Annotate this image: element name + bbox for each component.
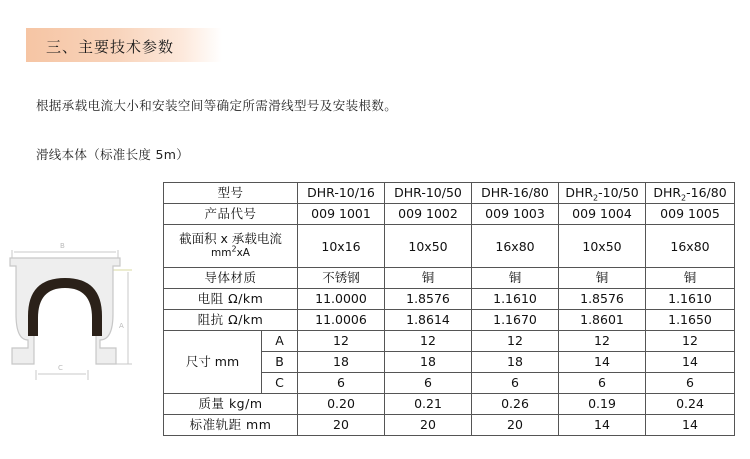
table-cell: 12 bbox=[646, 331, 735, 352]
dimension-b bbox=[12, 242, 118, 260]
table-cell: 1.1670 bbox=[472, 310, 559, 331]
table-cell: 1.1610 bbox=[646, 289, 735, 310]
table-cell: 1.8601 bbox=[559, 310, 646, 331]
table-cell: 6 bbox=[385, 373, 472, 394]
table-cell: 6 bbox=[298, 373, 385, 394]
table-cell: 16x80 bbox=[472, 225, 559, 268]
model-cell: DHR-16/80 bbox=[472, 183, 559, 204]
rail-distance-header: 标准轨距 mm bbox=[164, 415, 298, 436]
table-cell: 11.0006 bbox=[298, 310, 385, 331]
cross-section-label-line1: 截面积 x 承载电流 bbox=[179, 231, 282, 246]
model-cell: DHR-10/16 bbox=[298, 183, 385, 204]
table-cell: 16x80 bbox=[646, 225, 735, 268]
table-row-resistance bbox=[164, 289, 735, 310]
table-cell: 20 bbox=[298, 415, 385, 436]
table-row-model bbox=[164, 183, 735, 204]
table-row-cross-section bbox=[164, 225, 735, 268]
table-cell: 6 bbox=[472, 373, 559, 394]
table-cell: 12 bbox=[559, 331, 646, 352]
housing-profile bbox=[10, 258, 120, 364]
reactance-header: 阻抗 Ω/km bbox=[164, 310, 298, 331]
table-row-conductor bbox=[164, 268, 735, 289]
model-header: 型号 bbox=[164, 183, 298, 204]
insulation-band bbox=[28, 278, 102, 336]
table-subtitle: 滑线本体（标准长度 5m） bbox=[36, 147, 190, 162]
table-cell: 12 bbox=[472, 331, 559, 352]
table-row-dimension-a bbox=[164, 331, 735, 352]
dimension-key: B bbox=[262, 352, 298, 373]
table-cell: 009 1004 bbox=[559, 204, 646, 225]
table-cell: 1.8576 bbox=[559, 289, 646, 310]
dimension-c-label: C bbox=[58, 364, 63, 372]
cross-section-label-line2: $mm^2xA$ bbox=[211, 244, 250, 259]
table-cell: 14 bbox=[646, 415, 735, 436]
table-cell: 1.8614 bbox=[385, 310, 472, 331]
table-cell: 20 bbox=[385, 415, 472, 436]
intro-text: 根据承载电流大小和安装空间等确定所需滑线型号及安装根数。 bbox=[36, 98, 398, 113]
table-cell: 铜 bbox=[646, 268, 735, 289]
table-cell: 009 1002 bbox=[385, 204, 472, 225]
table-cell: 009 1001 bbox=[298, 204, 385, 225]
rail-cross-section-diagram bbox=[0, 236, 160, 386]
product-code-header: 产品代号 bbox=[164, 204, 298, 225]
table-cell: 0.20 bbox=[298, 394, 385, 415]
table-cell: 6 bbox=[559, 373, 646, 394]
table-cell: 0.19 bbox=[559, 394, 646, 415]
dimension-a-label: A bbox=[119, 322, 124, 330]
table-cell: 20 bbox=[472, 415, 559, 436]
table-cell: 铜 bbox=[385, 268, 472, 289]
table-cell: 009 1005 bbox=[646, 204, 735, 225]
table-cell: 12 bbox=[385, 331, 472, 352]
table-cell: 1.1610 bbox=[472, 289, 559, 310]
dimension-key: A bbox=[262, 331, 298, 352]
mass-header: 质量 kg/m bbox=[164, 394, 298, 415]
table-cell: 0.24 bbox=[646, 394, 735, 415]
cross-section-header bbox=[164, 225, 298, 268]
table-cell: 14 bbox=[646, 352, 735, 373]
model-cell: $DHR_2-10/50$ bbox=[559, 183, 646, 204]
table-cell: 18 bbox=[385, 352, 472, 373]
table-cell: 18 bbox=[298, 352, 385, 373]
dimension-key: C bbox=[262, 373, 298, 394]
table-row-product-code bbox=[164, 204, 735, 225]
table-cell: 不锈钢 bbox=[298, 268, 385, 289]
spec-table bbox=[163, 182, 735, 436]
model-cell: DHR-10/50 bbox=[385, 183, 472, 204]
table-cell: 10x16 bbox=[298, 225, 385, 268]
model-cell: $DHR_2-16/80$ bbox=[646, 183, 735, 204]
table-cell: 11.0000 bbox=[298, 289, 385, 310]
table-cell: 1.8576 bbox=[385, 289, 472, 310]
table-cell: 铜 bbox=[559, 268, 646, 289]
table-cell: 18 bbox=[472, 352, 559, 373]
conductor-header: 导体材质 bbox=[164, 268, 298, 289]
table-cell: 009 1003 bbox=[472, 204, 559, 225]
table-row-rail-distance bbox=[164, 415, 735, 436]
table-cell: 1.1650 bbox=[646, 310, 735, 331]
table-cell: 0.21 bbox=[385, 394, 472, 415]
table-cell: 12 bbox=[298, 331, 385, 352]
table-row-mass bbox=[164, 394, 735, 415]
section-title: 三、主要技术参数 bbox=[46, 38, 175, 56]
dimension-c bbox=[36, 364, 88, 380]
table-cell: 6 bbox=[646, 373, 735, 394]
table-cell: 10x50 bbox=[559, 225, 646, 268]
table-row-reactance bbox=[164, 310, 735, 331]
dimension-b-label: B bbox=[60, 242, 65, 250]
table-cell: 14 bbox=[559, 415, 646, 436]
table-cell: 铜 bbox=[472, 268, 559, 289]
dimensions-header: 尺寸 mm bbox=[164, 331, 262, 394]
table-cell: 0.26 bbox=[472, 394, 559, 415]
resistance-header: 电阻 Ω/km bbox=[164, 289, 298, 310]
table-cell: 14 bbox=[559, 352, 646, 373]
table-cell: 10x50 bbox=[385, 225, 472, 268]
